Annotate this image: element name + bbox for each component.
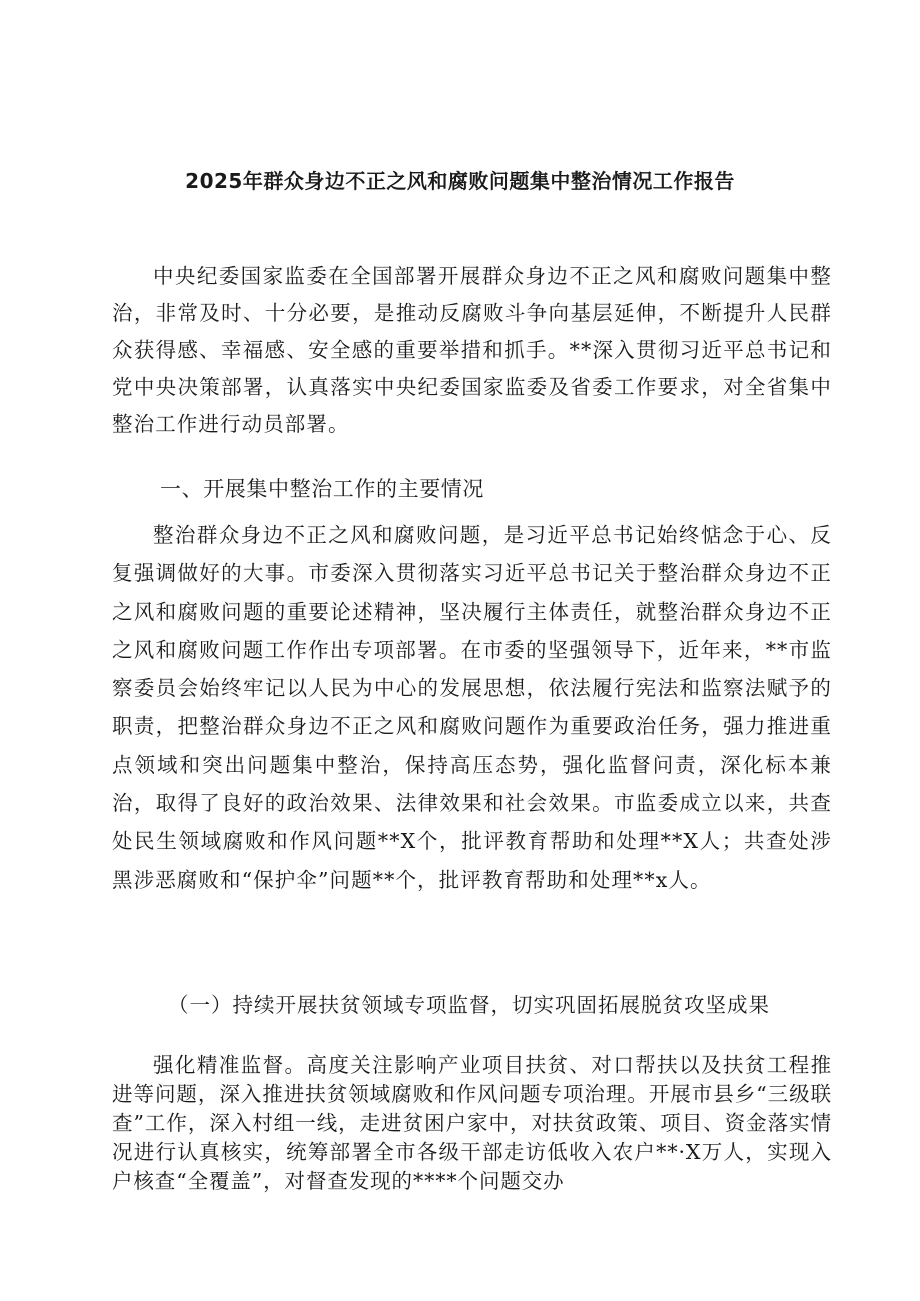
document-title: 2025年群众身边不正之风和腐败问题集中整治情况工作报告: [185, 169, 735, 193]
subsection-heading-poverty-supervision: （一）持续开展扶贫领域专项监督，切实巩固拓展脱贫攻坚成果: [168, 993, 770, 1017]
main-situation-paragraph: 整治群众身边不正之风和腐败问题，是习近平总书记始终惦念于心、反复强调做好的大事。市委深入贯彻落实习近平总书记关于整治群众身边不正之风和腐败问题的重要论述精神，坚决履行主体责任，就整治群众身边不正之风和腐败问题工作作出专项部署。在市委的坚强领导下，近年来，**市监察委员会始终牢记以人民为中心的发展思想，依法履行宪法和监察法赋予的职责，把整治群众身边不正之风和腐败问题作为重要政治任务，强力推进重点领域和突出问题集中整治，保持高压态势，强化监督问责，深化标本兼治，取得了良好的政治效果、法律效果和社会效果。市监委成立以来，共查处民生领域腐败和作风问题**X个，批评教育帮助和处理**X人；共查处涉黑涉恶腐败和“保护伞”问题**个，批评教育帮助和处理**x人。: [112, 523, 832, 892]
intro-paragraph: 中央纪委国家监委在全国部署开展群众身边不正之风和腐败问题集中整治，非常及时、十分必要，是推动反腐败斗争向基层延伸，不断提升人民群众获得感、幸福感、安全感的重要举措和抓手。**深入贯彻习近平总书记和党中央决策部署，认真落实中央纪委国家监委及省委工作要求，对全省集中整治工作进行动员部署。: [112, 264, 832, 436]
poverty-supervision-paragraph: 强化精准监督。高度关注影响产业项目扶贫、对口帮扶以及扶贫工程推进等问题，深入推进扶贫领域腐败和作风问题专项治理。开展市县乡“三级联查”工作，深入村组一线，走进贫困户家中，对扶贫政策、项目、资金落实情况进行认真核实，统筹部署全市各级干部走访低收入农户**·X万人，实现入户核查“全覆盖”，对督查发现的****个问题交办: [112, 1053, 832, 1193]
section-heading-main-situation: 一、开展集中整治工作的主要情况: [160, 477, 484, 501]
